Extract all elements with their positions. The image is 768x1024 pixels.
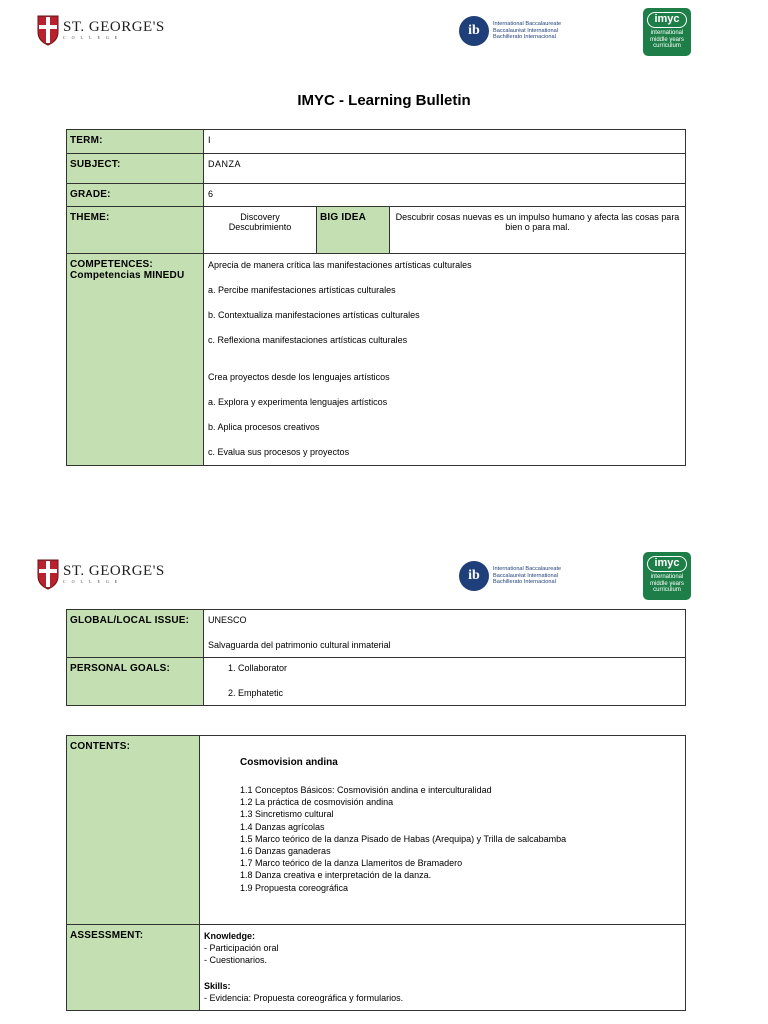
theme-label: THEME: bbox=[67, 207, 204, 254]
theme-value-es: Descubrimiento bbox=[228, 222, 292, 232]
term-label: TERM: bbox=[67, 130, 204, 154]
skills-item: - Evidencia: Propuesta coreográfica y formularios. bbox=[204, 993, 404, 1003]
assessment-cell bbox=[200, 925, 686, 1011]
ib-mark: ib bbox=[459, 561, 489, 591]
knowledge-item: - Cuestionarios. bbox=[204, 955, 268, 965]
competence-item: b. Contextualiza manifestaciones artísticas culturales bbox=[208, 310, 420, 320]
content-item: 1.6 Danzas ganaderas bbox=[240, 846, 331, 857]
global-issue-value bbox=[204, 610, 686, 658]
imyc-mark: imyc bbox=[647, 12, 687, 28]
competence-item: Aprecia de manera crítica las manifestaciones artísticas culturales bbox=[208, 260, 472, 270]
ib-line: Baccalauréat International bbox=[493, 572, 558, 579]
imyc-logo bbox=[643, 552, 691, 600]
competence-item: c. Evalua sus procesos y proyectos bbox=[208, 447, 350, 457]
imyc-line: international bbox=[650, 574, 684, 580]
ib-mark: ib bbox=[459, 16, 489, 46]
school-subname: COLLEGE bbox=[63, 579, 124, 584]
imyc-logo bbox=[643, 8, 691, 56]
ib-line: Bachillerato Internacional bbox=[493, 579, 556, 586]
global-issue-line: Salvaguarda del patrimonio cultural inmaterial bbox=[208, 640, 391, 650]
school-logo bbox=[37, 14, 165, 46]
bulletin-table bbox=[66, 129, 686, 466]
knowledge-label: Knowledge: bbox=[204, 931, 255, 941]
grade-value: 6 bbox=[204, 184, 686, 207]
issues-table bbox=[66, 609, 686, 706]
imyc-line: middle years bbox=[649, 36, 684, 43]
school-subname: COLLEGE bbox=[63, 35, 124, 40]
contents-label: CONTENTS: bbox=[67, 736, 200, 925]
ib-line: Bachillerato Internacional bbox=[493, 34, 556, 41]
big-idea-label: BIG IDEA bbox=[317, 207, 390, 254]
ib-logo bbox=[459, 16, 561, 46]
competences-label bbox=[67, 254, 204, 466]
grade-label: GRADE: bbox=[67, 184, 204, 207]
content-item: 1.7 Marco teórico de la danza Llameritos de Bramadero bbox=[240, 858, 463, 869]
ib-line: Baccalauréat International bbox=[493, 27, 558, 34]
imyc-mark: imyc bbox=[647, 556, 687, 572]
goal-item: 1. Collaborator bbox=[228, 663, 288, 673]
contents-title: Cosmovision andina bbox=[240, 757, 338, 768]
competence-item: a. Explora y experimenta lenguajes artísticos bbox=[208, 397, 388, 407]
content-item: 1.4 Danzas agrícolas bbox=[240, 821, 325, 832]
school-name: ST. GEORGE'S bbox=[63, 19, 165, 35]
imyc-line: curriculum bbox=[653, 587, 681, 594]
competence-item: b. Aplica procesos creativos bbox=[208, 422, 320, 432]
ib-line: International Baccalaureate bbox=[493, 565, 562, 572]
imyc-line: curriculum bbox=[653, 43, 681, 50]
competences-label-main: COMPETENCES: bbox=[70, 259, 153, 270]
global-issue-line: UNESCO bbox=[208, 615, 247, 625]
content-item: 1.5 Marco teórico de la danza Pisado de Habas (Arequipa) y Trilla de salcabamba bbox=[240, 833, 567, 844]
content-item: 1.2 La práctica de cosmovisión andina bbox=[240, 797, 394, 808]
theme-value-en: Discovery bbox=[240, 212, 280, 222]
page-title: IMYC - Learning Bulletin bbox=[297, 92, 471, 109]
big-idea-value: Descubrir cosas nuevas es un impulso humano y afecta las cosas para bien o para mal. bbox=[390, 207, 686, 254]
subject-value: DANZA bbox=[204, 154, 686, 184]
content-item: 1.9 Propuesta coreográfica bbox=[240, 882, 349, 893]
competence-item: a. Percibe manifestaciones artísticas culturales bbox=[208, 285, 396, 295]
competence-item: Crea proyectos desde los lenguajes artísticos bbox=[208, 372, 390, 382]
imyc-line: international bbox=[650, 30, 684, 36]
competences-list bbox=[204, 254, 686, 466]
ib-line: International Baccalaureate bbox=[493, 20, 562, 27]
theme-value bbox=[204, 207, 317, 254]
competence-item: c. Reflexiona manifestaciones artísticas culturales bbox=[208, 335, 408, 345]
goal-item: 2. Emphatetic bbox=[228, 688, 284, 698]
subject-label: SUBJECT: bbox=[67, 154, 204, 184]
imyc-line: middle years bbox=[649, 580, 684, 587]
content-item: 1.3 Sincretismo cultural bbox=[240, 809, 334, 820]
term-value: I bbox=[204, 130, 686, 154]
assessment-label: ASSESSMENT: bbox=[67, 925, 200, 1011]
shield-icon bbox=[37, 558, 59, 590]
global-issue-label: GLOBAL/LOCAL ISSUE: bbox=[67, 610, 204, 658]
contents-cell bbox=[200, 736, 686, 925]
school-name: ST. GEORGE'S bbox=[63, 563, 165, 579]
competences-label-sub: Competencias MINEDU bbox=[70, 270, 185, 281]
skills-label: Skills: bbox=[204, 981, 231, 991]
knowledge-item: - Participación oral bbox=[204, 943, 279, 953]
content-item: 1.1 Conceptos Básicos: Cosmovisión andina e interculturalidad bbox=[240, 785, 492, 795]
personal-goals-list bbox=[204, 658, 686, 706]
ib-logo bbox=[459, 561, 561, 591]
personal-goals-label: PERSONAL GOALS: bbox=[67, 658, 204, 706]
school-logo bbox=[37, 558, 165, 590]
content-item: 1.8 Danza creativa e interpretación de la danza. bbox=[240, 870, 432, 881]
shield-icon bbox=[37, 14, 59, 46]
contents-table bbox=[66, 735, 686, 1011]
